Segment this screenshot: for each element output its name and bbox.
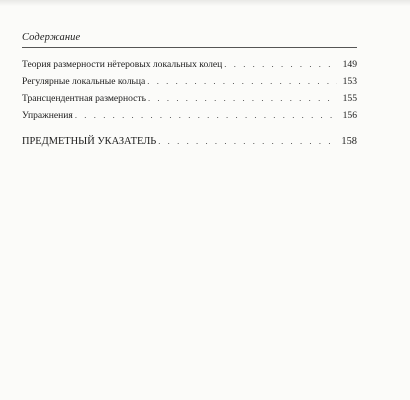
toc-entry-page: 153 bbox=[342, 76, 357, 87]
toc-entry-page: 149 bbox=[342, 59, 357, 70]
toc-entry[interactable] bbox=[22, 73, 357, 90]
toc-entry-title: Упражнения bbox=[22, 110, 73, 121]
dot-leader bbox=[224, 56, 337, 73]
dot-leader bbox=[75, 107, 337, 124]
toc-entry-title: Теория размерности нётеровых локальных колец bbox=[22, 59, 223, 70]
toc-entry-title: Трансцендентная размерность bbox=[22, 93, 146, 104]
toc-entry-page: 158 bbox=[341, 136, 357, 147]
page-edge-shadow bbox=[0, 0, 410, 6]
toc-entry[interactable] bbox=[22, 90, 357, 107]
header-rule bbox=[22, 47, 357, 48]
table-of-contents bbox=[22, 56, 357, 150]
toc-entry-index[interactable] bbox=[22, 133, 357, 150]
dot-leader bbox=[147, 73, 337, 90]
dot-leader bbox=[148, 90, 337, 107]
toc-entry-page: 156 bbox=[342, 110, 357, 121]
toc-entry-title: ПРЕДМЕТНЫЙ УКАЗАТЕЛЬ bbox=[22, 136, 157, 147]
toc-entry-title: Регулярные локальные кольца bbox=[22, 76, 146, 87]
running-header: Содержание bbox=[22, 32, 81, 43]
dot-leader bbox=[158, 133, 337, 150]
toc-entry[interactable] bbox=[22, 56, 357, 73]
toc-entry[interactable] bbox=[22, 107, 357, 124]
toc-entry-page: 155 bbox=[342, 93, 357, 104]
